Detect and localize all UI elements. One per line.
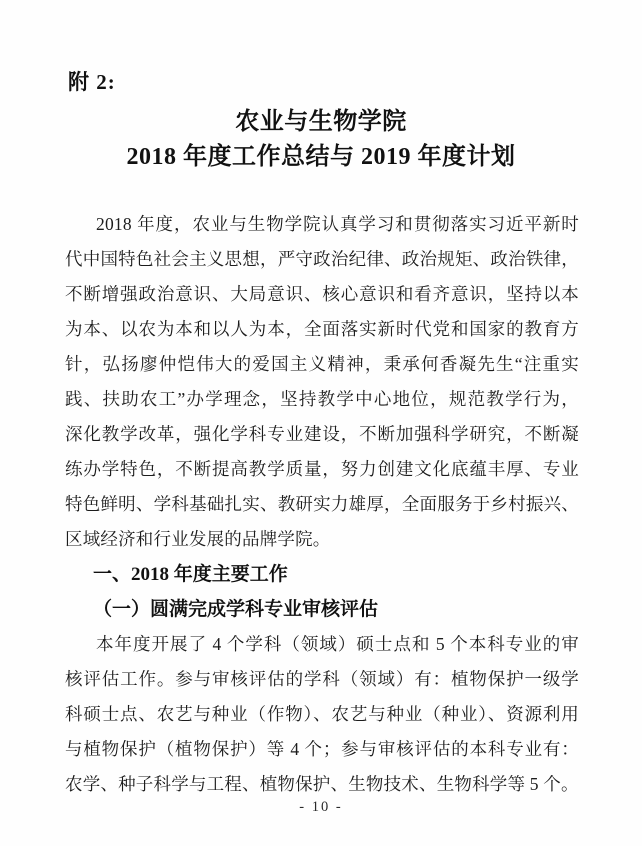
text-line: 练办学特色，不断提高教学质量，努力创建文化底蕴丰厚、专业 [65, 459, 579, 479]
text-line: 代中国特色社会主义思想，严守政治纪律、政治规矩、政治铁律， [65, 249, 579, 269]
text-line: 农学、种子科学与工程、植物保护、生物技术、生物科学等 5 个。 [65, 774, 579, 794]
attachment-label: 附 2: [68, 70, 116, 94]
intro-paragraph [65, 207, 579, 557]
text-line: 针，弘扬廖仲恺伟大的爱国主义精神，秉承何香凝先生“注重实 [65, 354, 579, 374]
text-line: 科硕士点、农艺与种业（作物）、农艺与种业（种业）、资源利用 [65, 704, 579, 724]
text-line: 区域经济和行业发展的品牌学院。 [65, 529, 331, 549]
text-line: 本年度开展了 4 个学科（领域）硕士点和 5 个本科专业的审 [96, 634, 579, 654]
section-heading: 一、2018 年度主要工作 [93, 564, 288, 585]
text-line: 特色鲜明、学科基础扎实、教研实力雄厚，全面服务于乡村振兴、 [65, 494, 579, 514]
document-title-line-1: 农业与生物学院 [235, 109, 407, 135]
text-line: 核评估工作。参与审核评估的学科（领域）有：植物保护一级学 [65, 669, 579, 689]
document-body [65, 207, 579, 802]
page-number: - 10 - [299, 799, 343, 815]
text-line: 与植物保护（植物保护）等 4 个；参与审核评估的本科专业有： [65, 739, 579, 759]
text-line: 深化教学改革，强化学科专业建设，不断加强科学研究，不断凝 [65, 424, 579, 444]
text-line: 不断增强政治意识、大局意识、核心意识和看齐意识，坚持以本 [65, 284, 579, 304]
text-line: 2018 年度，农业与生物学院认真学习和贯彻落实习近平新时 [96, 214, 579, 234]
text-line: 践、扶助农工”办学理念，坚持教学中心地位，规范教学行为， [65, 389, 579, 409]
review-paragraph [65, 627, 579, 802]
text-line: 为本、以农为本和以人为本，全面落实新时代党和国家的教育方 [65, 319, 579, 339]
document-title-line-2: 2018 年度工作总结与 2019 年度计划 [126, 144, 516, 170]
subsection-heading: （一）圆满完成学科专业审核评估 [93, 599, 379, 620]
